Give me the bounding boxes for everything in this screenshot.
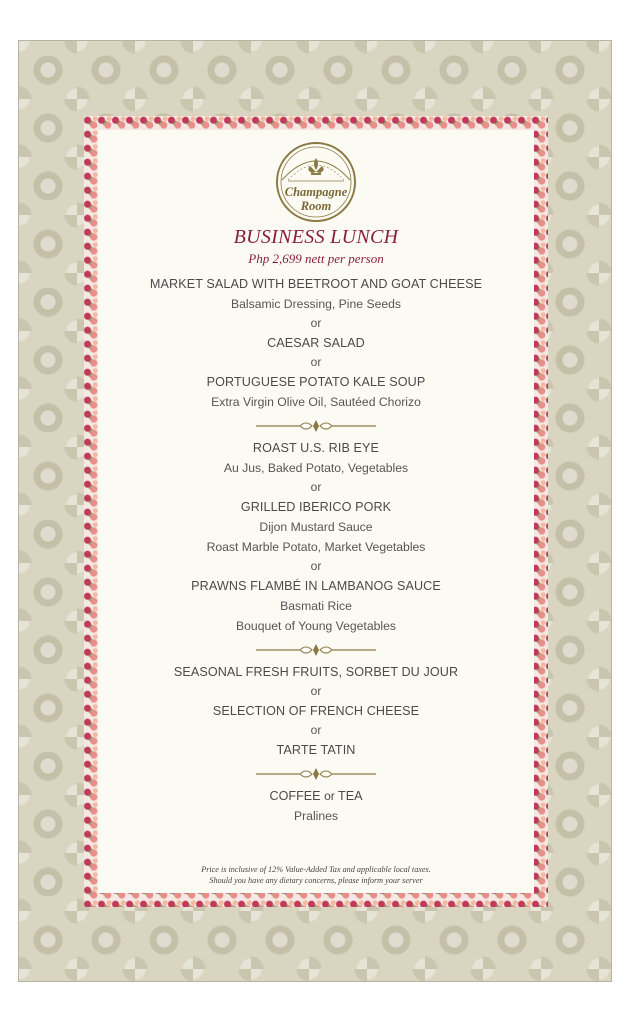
main-2-desc: Roast Marble Potato, Market Vegetables bbox=[206, 540, 426, 554]
coffee-label: COFFEE bbox=[269, 789, 321, 803]
coffee-or-tea bbox=[98, 786, 534, 806]
or-separator: or bbox=[324, 789, 335, 803]
or-separator: or bbox=[310, 480, 322, 494]
ornament-divider-icon bbox=[254, 766, 378, 782]
or-separator: or bbox=[310, 316, 322, 330]
or-separator: or bbox=[310, 684, 322, 698]
menu-title: BUSINESS LUNCH bbox=[233, 226, 399, 248]
main-1: ROAST U.S. RIB EYE bbox=[252, 441, 380, 455]
main-3: PRAWNS FLAMBÉ IN LAMBANOG SAUCE bbox=[191, 579, 441, 593]
starter-1: MARKET SALAD WITH BEETROOT AND GOAT CHEESE bbox=[149, 277, 483, 291]
pralines: Pralines bbox=[293, 809, 339, 823]
or-separator: or bbox=[310, 723, 322, 737]
dessert-1: SEASONAL FRESH FRUITS, SORBET DU JOUR bbox=[173, 665, 459, 679]
logo-text-line2: Room bbox=[300, 199, 332, 213]
or-separator: or bbox=[310, 355, 322, 369]
main-2-desc: Dijon Mustard Sauce bbox=[259, 520, 373, 534]
or-separator: or bbox=[310, 559, 322, 573]
menu-body bbox=[98, 274, 534, 826]
dietary-note: Should you have any dietary concerns, please inform your server bbox=[209, 876, 423, 885]
tea-label: TEA bbox=[338, 789, 363, 803]
dessert-3: TARTE TATIN bbox=[276, 743, 356, 757]
starter-3: PORTUGUESE POTATO KALE SOUP bbox=[206, 375, 426, 389]
logo-text-line1: Champagne bbox=[284, 185, 348, 199]
footer-note bbox=[98, 864, 534, 886]
main-3-desc: Basmati Rice bbox=[280, 599, 352, 613]
ornament-divider-icon bbox=[254, 418, 378, 434]
main-3-desc: Bouquet of Young Vegetables bbox=[236, 619, 396, 633]
main-2: GRILLED IBERICO PORK bbox=[240, 500, 392, 514]
ornament-divider-icon bbox=[254, 642, 378, 658]
main-1-desc: Au Jus, Baked Potato, Vegetables bbox=[223, 461, 409, 475]
fleur-de-lis-icon bbox=[308, 158, 323, 175]
starter-1-desc: Balsamic Dressing, Pine Seeds bbox=[230, 297, 402, 311]
champagne-room-logo bbox=[274, 140, 358, 224]
starter-2: CAESAR SALAD bbox=[267, 336, 365, 350]
dessert-2: SELECTION OF FRENCH CHEESE bbox=[212, 704, 420, 718]
starter-3-desc: Extra Virgin Olive Oil, Sautéed Chorizo bbox=[211, 395, 421, 409]
tax-note: Price is inclusive of 12% Value-Added Tax and applicable local taxes. bbox=[201, 865, 431, 874]
menu-price: Php 2,699 nett per person bbox=[248, 251, 384, 266]
